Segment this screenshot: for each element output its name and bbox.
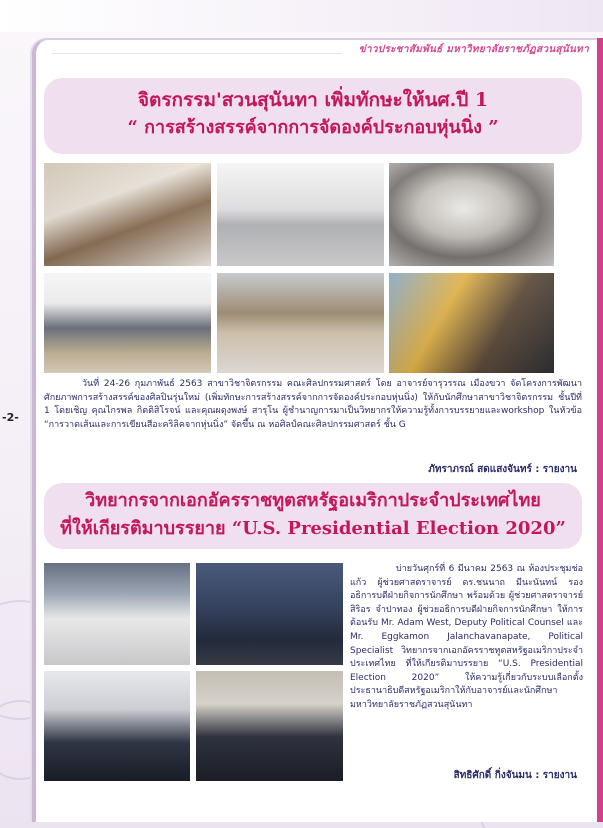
article2-body: บ่ายวันศุกร์ที่ 6 มีนาคม 2563 ณ ห้องประชุมช่อแก้ว ผู้ช่วยศาสตราจารย์ ดร.ชนนาถ มีนะนันทน์ รองอธิการบดีฝ่ายกิจการนักศึกษา พร้อมด้วย ผู้ช่วยศาสตราจารย์สิริอร จำปาทอง ผู้ช่วยอธิการบดีฝ่ายกิจการนักศึกษา ให้การต้อนรับ Mr. Adam West, Deputy Political Counsel และ Mr. Eggkamon Jalanchavanapate, Political Specialist วิทยากรจากเอกอัครราชทูตสหรัฐอเมริกาประจำประเทศไทย ที่ให้เกียรติมาบรรยาย “U.S. Presidential Election 2020” ให้ความรู้เกี่ยวกับระบบเลือกตั้งประธานาธิบดีสหรัฐอเมริกาให้กับอาจารย์และนักศึกษา มหาวิทยาลัยราชภัฏสวนสุนันทา bbox=[350, 564, 583, 710]
header-rule bbox=[52, 40, 342, 54]
page-number: -2- bbox=[2, 411, 19, 424]
newsletter-header: ข่าวประชาสัมพันธ์ มหาวิทยาลัยราชภัฏสวนสุนันทา bbox=[358, 44, 589, 55]
article2-photo-presenter bbox=[44, 671, 190, 781]
article1-photo-easel-room bbox=[217, 273, 384, 373]
article1-photo-students-painting bbox=[44, 163, 211, 266]
article2-title-line2: ที่ให้เกียรติมาบรรยาย “U.S. Presidential Election 2020” bbox=[60, 518, 566, 539]
top-decoration bbox=[0, 0, 603, 32]
side-accent-bar bbox=[597, 38, 603, 822]
article2-photo-group-stage bbox=[196, 563, 343, 665]
article2-title-line1: วิทยากรจากเอกอัครราชทูตสหรัฐอเมริกาประจำประเทศไทย bbox=[85, 490, 541, 511]
article1-photo-studio-easels bbox=[217, 163, 384, 266]
article2-credit: สิทธิศักดิ์ กิ่งจันมน : รายงาน bbox=[453, 770, 577, 781]
article2-title-box bbox=[44, 483, 582, 549]
article1-photo-group bbox=[44, 273, 211, 373]
article2-photo-lecture-room bbox=[44, 563, 190, 665]
article1-credit: ภัทราภรณ์ สดแสงจันทร์ : รายงาน bbox=[428, 464, 577, 475]
article1-photo-student-artwork bbox=[389, 273, 554, 373]
article1-body: วันที่ 24-26 กุมภาพันธ์ 2563 สาขาวิชาจิตรกรรม คณะศิลปกรรมศาสตร์ โดย อาจารย์จารุวรรณ เมืองขวา จัดโครงการพัฒนาศักยภาพการสร้างสรรค์ของศิลปินรุ่นใหม่ (เพิ่มทักษะการสร้างสรรค์จากการจัดองค์ประกอบหุ่นนิ่ง) ให้กับนักศึกษาสาขาวิชาจิตรกรรม ชั้นปีที่ 1 โดยเชิญ คุณไกรพล กิตติสิโรจน์ และคุณผดุงพงษ์ สารุโน ผู้ชำนาญการมาเป็นวิทยากรให้ความรู้ทั้งการบรรยายและworkshop ในหัวข้อ “การวาดเส้นและการเขียนสีอะคริลิคจากหุ่นนิ่ง” จัดขึ้น ณ หอศิลป์คณะศิลปกรรมศาสตร์ ชั้น G bbox=[44, 379, 582, 430]
article2-photo-group-certificates bbox=[196, 671, 343, 781]
article1-title-line2: “ การสร้างสรรค์จากการจัดองค์ประกอบหุ่นนิ่ง ” bbox=[127, 117, 499, 138]
article1-title-line1: จิตรกรรม'สวนสุนันทา เพิ่มทักษะให้นศ.ปี 1 bbox=[137, 89, 489, 111]
article1-photo-skull-drawing bbox=[389, 163, 554, 266]
article1-title-box bbox=[44, 78, 582, 154]
